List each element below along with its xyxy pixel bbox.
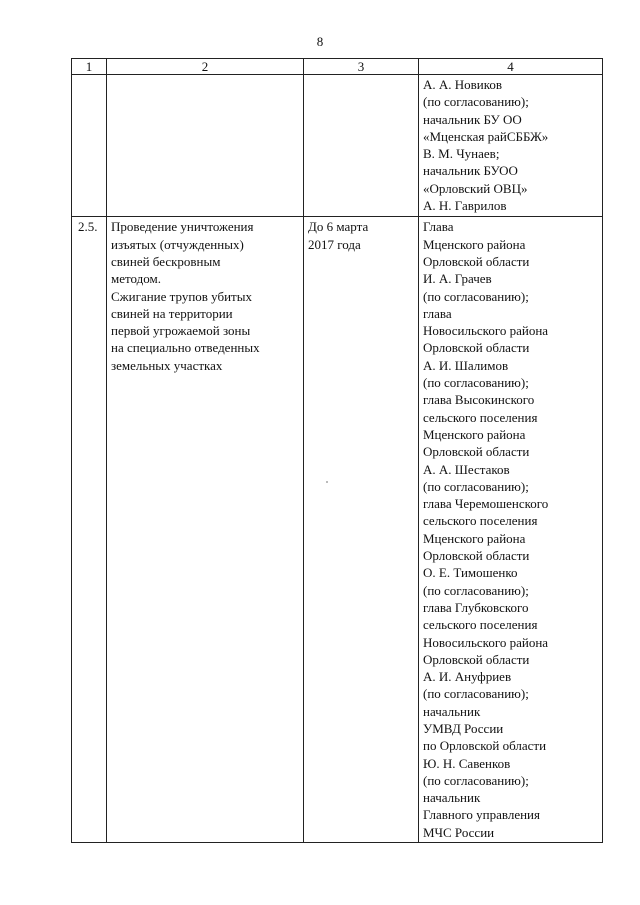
activity-line: первой угрожаемой зоны (111, 323, 251, 339)
responsible-line: глава Высокинского (423, 392, 535, 408)
responsible-line: сельского поселения (423, 409, 538, 425)
row2-activity-cell (107, 217, 304, 843)
responsible-line: «Мценская райСББЖ» (423, 128, 549, 144)
responsible-line: начальник (423, 790, 481, 806)
responsible-line: по Орловской области (423, 738, 547, 754)
responsible-line: Мценского района (423, 426, 526, 442)
table-row (72, 217, 603, 843)
responsible-line: начальник (423, 703, 481, 719)
row1-responsible-cell (419, 75, 603, 217)
row1-number-cell (72, 75, 107, 217)
responsible-line: О. Е. Тимошенко (423, 565, 518, 581)
activity-line: свиней бескровным (111, 253, 221, 269)
table-row (72, 75, 603, 217)
deadline-line: 2017 года (308, 236, 361, 252)
responsible-line: А. Н. Гаврилов (423, 198, 507, 214)
responsible-line: Ю. Н. Савенков (423, 755, 511, 771)
responsible-line: (по согласованию); (423, 478, 529, 494)
column-header-1: 1 (72, 59, 107, 75)
row1-deadline-cell (304, 75, 419, 217)
column-header-2: 2 (107, 59, 304, 75)
responsible-line: Новосильского района (423, 634, 549, 650)
responsible-line: А. И. Шалимов (423, 357, 509, 373)
row2-responsible-cell (419, 217, 603, 843)
activity-line: на специально отведенных (111, 340, 260, 356)
responsible-line: (по согласованию); (423, 288, 529, 304)
activity-line: методом. (111, 271, 161, 287)
row2-number-cell: 2.5. (72, 217, 107, 843)
responsible-line: Глава (423, 219, 454, 235)
responsible-line: А. А. Новиков (423, 77, 503, 92)
table-header-row (72, 59, 603, 75)
deadline-line: До 6 марта (308, 219, 369, 235)
responsible-line: Орловской области (423, 444, 530, 460)
responsible-line: глава (423, 305, 452, 321)
responsible-line: Орловской области (423, 253, 530, 269)
responsible-line: Новосильского района (423, 323, 549, 339)
responsible-line: (по согласованию); (423, 94, 529, 110)
responsible-line: сельского поселения (423, 617, 538, 633)
responsible-line: И. А. Грачев (423, 271, 492, 287)
responsible-line: Орловской области (423, 548, 530, 564)
responsible-line: (по согласованию); (423, 582, 529, 598)
responsible-line: (по согласованию); (423, 686, 529, 702)
column-header-3: 3 (304, 59, 419, 75)
row2-deadline-cell (304, 217, 419, 843)
activity-line: изъятых (отчужденных) (111, 236, 244, 252)
responsible-line: начальник БУОО (423, 163, 518, 179)
row1-activity-cell (107, 75, 304, 217)
activity-line: Сжигание трупов убитых (111, 288, 252, 304)
scan-speck (326, 481, 328, 483)
activity-line: земельных участках (111, 357, 223, 373)
responsible-line: глава Черемошенского (423, 496, 549, 512)
responsible-line: «Орловский ОВЦ» (423, 180, 528, 196)
responsible-line: начальник БУ ОО (423, 111, 522, 127)
activity-line: свиней на территории (111, 305, 233, 321)
responsible-line: А. А. Шестаков (423, 461, 510, 477)
responsible-line: МЧС России (423, 824, 495, 840)
responsible-line: (по согласованию); (423, 375, 529, 391)
responsible-line: Орловской области (423, 651, 530, 667)
page-number: 8 (316, 34, 324, 49)
document-table (71, 58, 603, 843)
responsible-line: глава Глубковского (423, 599, 529, 615)
responsible-line: А. И. Ануфриев (423, 669, 512, 685)
responsible-line: сельского поселения (423, 513, 538, 529)
column-header-4: 4 (419, 59, 603, 75)
responsible-line: Мценского района (423, 530, 526, 546)
responsible-line: (по согласованию); (423, 772, 529, 788)
responsible-line: Главного управления (423, 807, 540, 823)
responsible-line: Мценского района (423, 236, 526, 252)
activity-line: Проведение уничтожения (111, 219, 254, 235)
responsible-line: Орловской области (423, 340, 530, 356)
responsible-line: УМВД России (423, 720, 504, 736)
responsible-line: В. М. Чунаев; (423, 146, 500, 162)
